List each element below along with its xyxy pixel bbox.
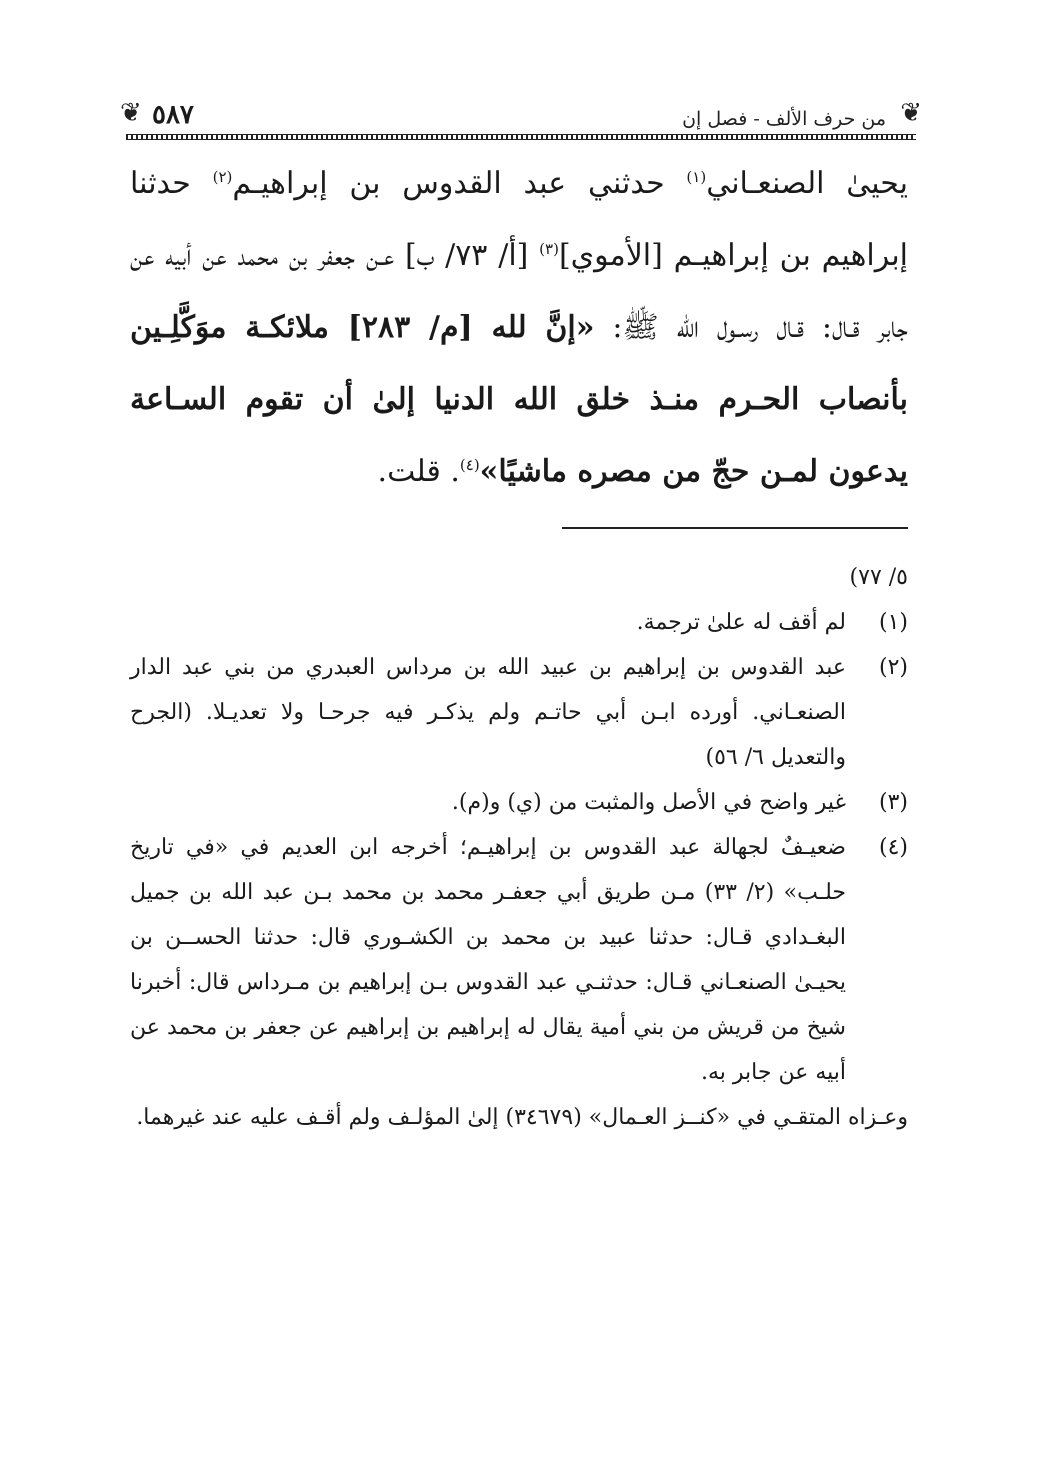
footnote-ref-4: (٤) [459,456,480,474]
footnote-separator [562,527,908,529]
footnote-ref-2: (٢) [212,168,233,186]
footnote-text: غير واضح في الأصل والمثبت من (ي) و(م). [451,790,846,815]
footnote-text: لم أقف له علىٰ ترجمة. [636,610,846,635]
footnote-number: (٤) [878,835,908,860]
footnote-item [130,645,908,780]
footnote-item [130,825,908,1095]
main-text-segment: يحيىٰ الصنعـاني [706,166,909,201]
main-text [130,148,908,508]
footnote-ref-1: (١) [686,168,707,186]
header-rule [126,134,916,140]
main-text-segment: [أ/ ٧٣/ ب] عـن جعفر بن محمد عن أبيه عن جابر قـال: قـال رسـول الله ﷺ: [130,238,908,345]
footnote-number: (٢) [878,655,908,680]
right-ornament-icon: ❦ [900,98,922,128]
page-header [120,96,922,146]
footnote-closing: وعـزاه المتقـي في «كنــز العـمال» (٣٤٦٧٩) إلىٰ المؤلـف ولم أقـف عليه عند غيرهما. [136,1105,908,1130]
footnote-item [130,780,908,825]
main-text-segment: حدثنا إبراهيم بن إبراهيـم [الأموي] [130,166,908,273]
footnote-number: (٣) [878,790,908,815]
footnote-text: ضعيـفٌ لجهالة عبد القدوس بن إبراهيـم؛ أخرجه ابن العديم في «في تاريخ حلـب» (٢/ ٣٣) مـن طريق أبي جعفـر محمد بن محمد بـن عبد الله بن جميل البغـدادي قـال: حدثنا عبيد بن محمد بن الكشـوري قال: حدثنا الحســن بن يحيـىٰ الصنعـاني قـال: حدثنـي عبد القدوس بـن إبراهيم بن مـرداس قال: أخبرنا شيخ من قريش من بني أمية يقال له إبراهيم بن إبراهيم عن جعفر بن محمد عن أبيه عن جابر به. [130,835,846,1085]
footnote-text: عبد القدوس بن إبراهيم بن عبيد الله بن مرداس العبدري من بني عبد الدار الصنعـاني. أورده ابـن أبي حاتـم ولم يذكـر فيه جرحـا ولا تعديـلا. (الجرح والتعديل ٦/ ٥٦) [130,655,846,770]
footnote-continuation: ٥/ ٧٧) [849,565,908,590]
footnote-ref-3: (٣) [539,240,559,258]
footnote-item [130,600,908,645]
hadith-text: «إنَّ لله [م/ ٢٨٣] ملائكـة موَكَّلِـين بأنصاب الحـرم منـذ خلق الله الدنيا إلىٰ أن تقوم السـاعة يدعون لمـن حجّ من مصره ماشيًا» [130,310,908,489]
footnote-number: (١) [878,610,908,635]
left-ornament-icon: ❦ [120,98,142,128]
running-title: من حرف الألف - فصل إن [682,108,886,130]
page-number: ٥٨٧ [152,100,194,130]
main-text-segment: . قلت. [377,454,460,489]
footnotes [130,555,908,1140]
main-text-segment: حدثني عبد القدوس بن إبراهيـم [232,166,687,201]
